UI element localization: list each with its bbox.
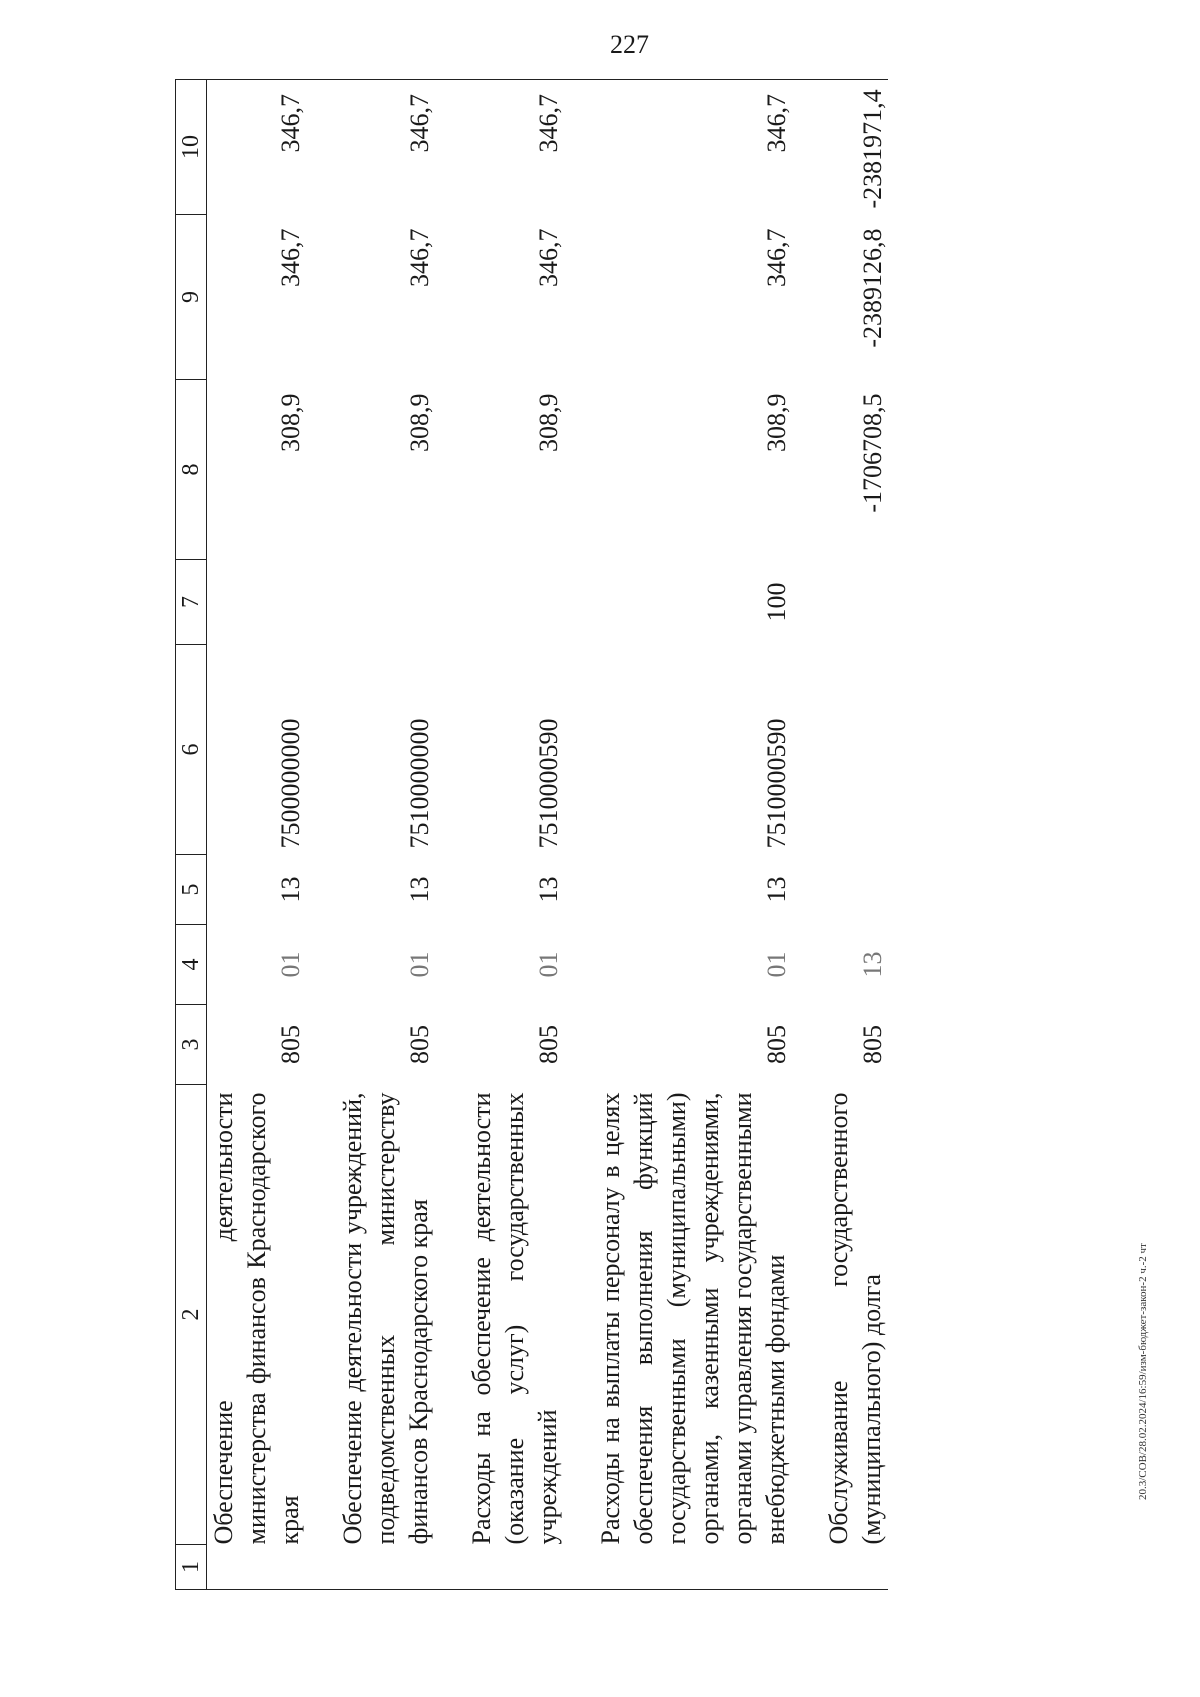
page-number: 227 <box>610 30 649 59</box>
cell-value-10: 346,7 <box>336 80 435 215</box>
row-description: Обслуживание государственного (муниципального) долга <box>824 1092 886 1545</box>
header-col-9: 9 <box>176 215 207 380</box>
cell-value-9: 346,7 <box>276 228 305 287</box>
cell-target-article: 7510000000 <box>405 718 434 849</box>
cell-subsection: 13 <box>534 876 563 903</box>
cell-subsection <box>822 855 888 925</box>
table-row <box>336 80 435 1590</box>
cell-target-article: 7510000590 <box>762 718 791 849</box>
header-col-3: 3 <box>176 1005 207 1085</box>
cell-section: 01 <box>534 951 563 978</box>
row-spacer <box>792 80 822 1590</box>
budget-table <box>175 79 888 1590</box>
cell-subsection: 13 <box>405 876 434 903</box>
cell-code-ved: 805 <box>858 1025 887 1064</box>
document-footer-code: 20.3/СОВ/28.02.2024/16:59/изм-бюджет-закон-2 ч.-2 чт <box>1137 1243 1149 1500</box>
cell-value-8: 308,9 <box>405 393 434 452</box>
header-col-6: 6 <box>176 645 207 855</box>
cell-value-10: 346,7 <box>207 80 307 215</box>
table-row <box>207 80 307 1590</box>
row-spacer <box>435 80 465 1590</box>
cell-value-10: -2381971,4 <box>822 80 888 215</box>
cell-value-9: -2389126,8 <box>858 228 887 348</box>
row-description: Расходы на обеспечение деятельности (оказание услуг) государственных учреждений <box>467 1092 562 1545</box>
cell-section: 01 <box>276 951 305 978</box>
cell-value-10: 346,7 <box>594 80 792 215</box>
cell-target-article <box>822 645 888 855</box>
header-col-5: 5 <box>176 855 207 925</box>
cell-section: 13 <box>858 951 887 978</box>
row-description: Расходы на выплаты персоналу в целях обеспечения выполнения функций государственными (муниципальными) органами, казенными учреждениями, органами управления государственными внебюджетными фондами <box>596 1092 790 1545</box>
row-spacer <box>306 80 336 1590</box>
cell-target-article: 7510000590 <box>534 718 563 849</box>
cell-code-ved: 805 <box>405 1025 434 1064</box>
table-row <box>594 80 792 1590</box>
cell-expense-type <box>465 560 564 645</box>
header-col-10: 10 <box>176 80 207 215</box>
cell-value-8: 308,9 <box>276 393 305 452</box>
cell-value-9: 346,7 <box>762 228 791 287</box>
cell-code-ved: 805 <box>276 1025 305 1064</box>
cell-value-8: -1706708,5 <box>858 393 887 513</box>
cell-value-9: 346,7 <box>405 228 434 287</box>
row-description: Обеспечение деятельности министерства финансов Краснодарского края <box>209 1092 304 1545</box>
cell-expense-type: 100 <box>762 582 791 622</box>
cell-code-ved: 805 <box>534 1025 563 1064</box>
row-spacer <box>564 80 594 1590</box>
cell-value-10: 346,7 <box>465 80 564 215</box>
cell-code-ved: 805 <box>762 1025 791 1064</box>
cell-value-8: 308,9 <box>762 393 791 452</box>
cell-expense-type <box>207 560 307 645</box>
cell-value-8: 308,9 <box>534 393 563 452</box>
cell-target-article: 7500000000 <box>276 718 305 849</box>
header-col-2: 2 <box>176 1085 207 1545</box>
table-row <box>822 80 888 1590</box>
cell-section: 01 <box>405 951 434 978</box>
rotated-table-canvas <box>175 80 965 1590</box>
table-row <box>465 80 564 1590</box>
header-col-4: 4 <box>176 925 207 1005</box>
header-col-7: 7 <box>176 560 207 645</box>
cell-subsection: 13 <box>276 876 305 903</box>
header-row <box>176 80 207 1590</box>
row-description: Обеспечение деятельности учреждений, подведомственных министерству финансов Краснодарского края <box>338 1092 433 1545</box>
cell-subsection: 13 <box>762 876 791 903</box>
cell-expense-type <box>822 560 888 645</box>
header-col-1: 1 <box>176 1545 207 1590</box>
cell-expense-type <box>336 560 435 645</box>
cell-value-9: 346,7 <box>534 228 563 287</box>
header-col-8: 8 <box>176 380 207 560</box>
cell-section: 01 <box>762 951 791 978</box>
